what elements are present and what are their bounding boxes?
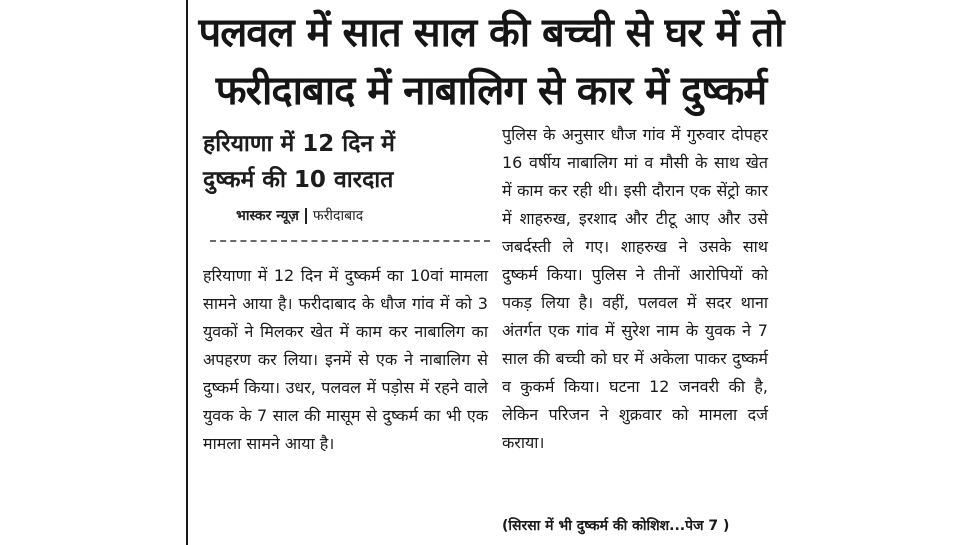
byline-source: भास्कर न्यूज़ xyxy=(236,208,299,224)
body-left-column: हरियाणा में 12 दिन में दुष्कर्म का 10वां मामला सामने आया है। फरीदाबाद के धौज गांव में को 3 युवकों ने मिलकर खेत में काम कर नाबालिग का अपहरण कर लिया। इनमें से एक ने नाबालिग से दुष्कर्म किया। उधर, पलवल में पड़ोस में रहने वाले युवक के 7 साल की मासूम से दुष्कर्म का भी एक मामला सामने आया है। xyxy=(203,266,488,453)
subheadline xyxy=(203,126,488,198)
subheadline-line-1: हरियाणा में 12 दिन में xyxy=(203,131,395,157)
headline-line-1: पलवल में सात साल की बच्ची से घर में तो xyxy=(198,10,784,56)
subheadline-line-2: दुष्कर्म की 10 वारदात xyxy=(203,167,394,193)
column-rule xyxy=(186,0,188,545)
headline xyxy=(196,4,786,120)
cross-reference: (सिरसा में भी दुष्कर्म की कोशिश...पेज 7 ) xyxy=(502,518,730,534)
headline-line-2: फरीदाबाद में नाबालिग से कार में दुष्कर्म xyxy=(215,68,767,114)
byline xyxy=(236,205,476,227)
byline-location: फरीदाबाद xyxy=(312,208,364,224)
body-right-column: पुलिस के अनुसार धौज गांव में गुरुवार दोपहर 16 वर्षीय नाबालिग मां व मौसी के साथ खेत में काम कर रही थी। इसी दौरान एक सेंट्रो कार में शाहरुख, इरशाद और टीटू आए और उसे जबर्दस्ती ले गए। शाहरुख ने उसके साथ दुष्कर्म किया। पुलिस ने तीनों आरोपियों को पकड़ लिया है। वहीं, पलवल में सदर थाना अंतर्गत एक गांव में सुरेश नाम के युवक ने 7 साल की बच्ची को घर में अकेला पाकर दुष्कर्म व कुकर्म किया। घटना 12 जनवरी की है, लेकिन परिजन ने शुक्रवार को मामला दर्ज कराया। xyxy=(502,125,768,452)
dashed-divider xyxy=(210,240,490,242)
byline-separator xyxy=(305,208,307,224)
